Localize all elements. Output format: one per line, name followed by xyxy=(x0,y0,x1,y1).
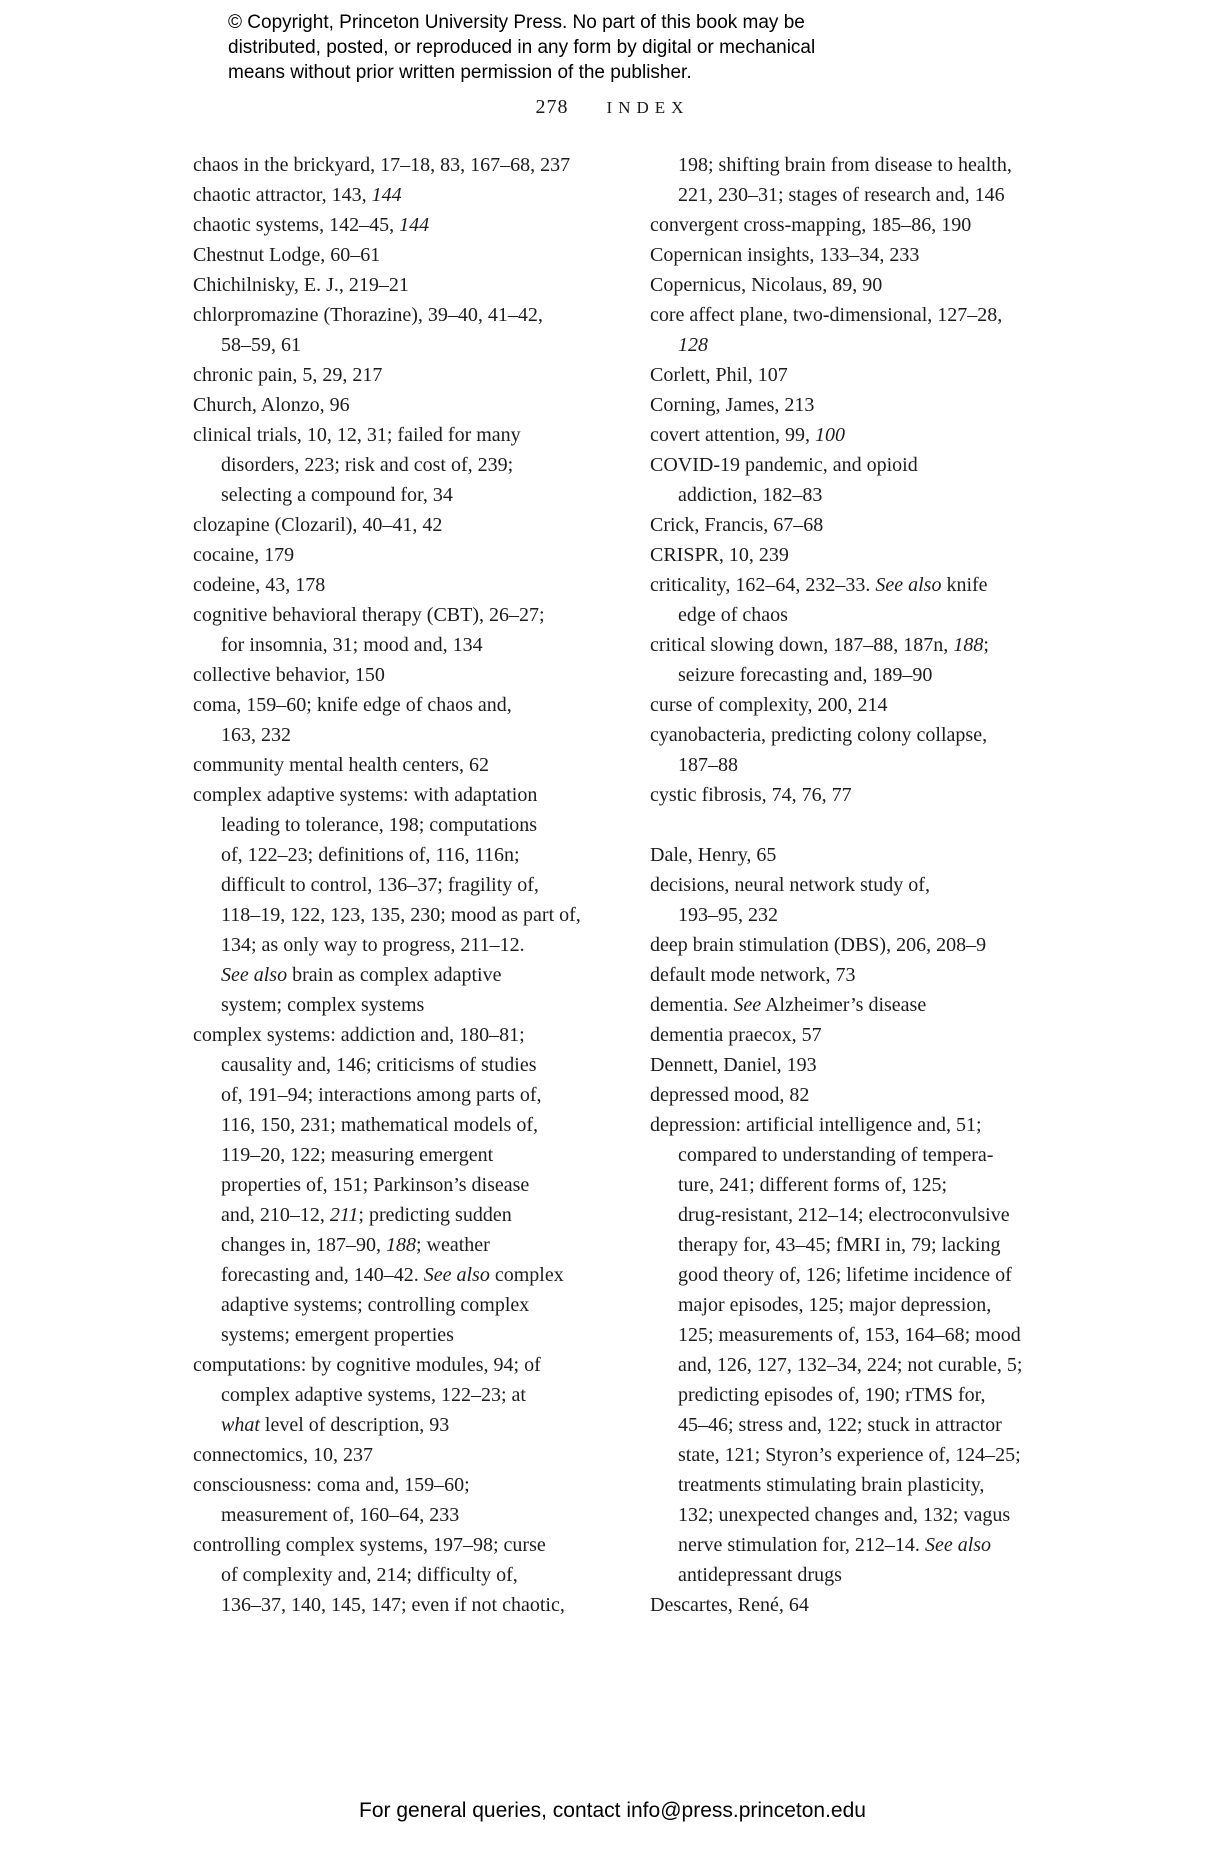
index-line xyxy=(650,630,1070,660)
index-line-italic-text: 128 xyxy=(678,334,708,356)
index-line xyxy=(193,540,608,570)
index-line-text: ; weather xyxy=(415,1234,490,1256)
index-line-italic-text: 144 xyxy=(371,184,402,206)
index-line-text: dementia praecox, 57 xyxy=(650,1024,822,1046)
index-right-column xyxy=(650,150,1070,1620)
index-line xyxy=(650,210,1070,240)
index-line xyxy=(650,1350,1070,1380)
index-line xyxy=(650,1500,1070,1530)
index-line xyxy=(650,1110,1070,1140)
index-line-text: Alzheimer’s disease xyxy=(761,994,927,1016)
index-line-text: 187–88 xyxy=(678,754,738,776)
index-line xyxy=(193,990,608,1020)
index-line xyxy=(650,390,1070,420)
index-line xyxy=(193,1470,608,1500)
index-line xyxy=(193,720,608,750)
index-line-text: codeine, 43, 178 xyxy=(193,574,326,596)
index-line-text: criticality, 162–64, 232–33. xyxy=(650,574,876,596)
index-line-text: COVID-19 pandemic, and opioid xyxy=(650,454,918,476)
index-line-text: seizure forecasting and, 189–90 xyxy=(678,664,933,686)
index-line-text: predicting episodes of, 190; rTMS for, xyxy=(678,1384,986,1406)
index-line-text: Corning, James, 213 xyxy=(650,394,815,416)
index-line xyxy=(193,960,608,990)
index-line-text: and, 126, 127, 132–34, 224; not curable, 5; xyxy=(678,1354,1023,1376)
index-line xyxy=(193,1110,608,1140)
index-line xyxy=(650,1380,1070,1410)
index-line-text: 136–37, 140, 145, 147; even if not chaotic, xyxy=(221,1594,565,1616)
index-line xyxy=(193,180,608,210)
index-line xyxy=(650,1560,1070,1590)
index-line xyxy=(193,480,608,510)
index-line xyxy=(650,690,1070,720)
index-line xyxy=(193,1080,608,1110)
index-line-text: leading to tolerance, 198; computations xyxy=(221,814,538,836)
index-line-text: measurement of, 160–64, 233 xyxy=(221,1504,460,1526)
index-line xyxy=(193,1260,608,1290)
index-line-italic-text: 188 xyxy=(953,634,984,656)
index-line-text: community mental health centers, 62 xyxy=(193,754,490,776)
index-line xyxy=(193,1590,608,1620)
index-line-text: 125; measurements of, 153, 164–68; mood xyxy=(678,1324,1021,1346)
index-line xyxy=(193,240,608,270)
index-line xyxy=(193,300,608,330)
index-line xyxy=(193,150,608,180)
index-line xyxy=(650,840,1070,870)
index-line xyxy=(650,570,1070,600)
index-line-text: ; predicting sudden xyxy=(358,1204,512,1226)
index-line-text: complex systems: addiction and, 180–81; xyxy=(193,1024,525,1046)
index-line-text: cystic fibrosis, 74, 76, 77 xyxy=(650,784,852,806)
index-line xyxy=(193,210,608,240)
index-line-text: of complexity and, 214; difficulty of, xyxy=(221,1564,518,1586)
index-line xyxy=(193,510,608,540)
index-line xyxy=(650,960,1070,990)
index-group-gap xyxy=(650,810,1070,840)
index-line xyxy=(193,1230,608,1260)
index-line-text: knife xyxy=(941,574,988,596)
index-line xyxy=(650,1290,1070,1320)
index-line xyxy=(650,660,1070,690)
index-line-text: Dale, Henry, 65 xyxy=(650,844,777,866)
index-line xyxy=(650,720,1070,750)
index-line-text: CRISPR, 10, 239 xyxy=(650,544,789,566)
footer-contact: For general queries, contact info@press.princeton.edu xyxy=(359,1799,866,1822)
index-line xyxy=(650,1170,1070,1200)
index-heading: INDEX xyxy=(606,98,690,117)
index-line-text: and, 210–12, xyxy=(221,1204,330,1226)
index-line-text: for insomnia, 31; mood and, 134 xyxy=(221,634,483,656)
index-line-text: deep brain stimulation (DBS), 206, 208–9 xyxy=(650,934,987,956)
index-line-text: good theory of, 126; lifetime incidence of xyxy=(678,1264,1012,1286)
index-line xyxy=(650,330,1070,360)
index-line-text: drug-resistant, 212–14; electroconvulsive xyxy=(678,1204,1010,1226)
index-line-text: covert attention, 99, xyxy=(650,424,815,446)
index-line-text: collective behavior, 150 xyxy=(193,664,385,686)
index-line-text: ; xyxy=(983,634,989,656)
index-line-italic-text: what xyxy=(221,1414,260,1436)
index-line xyxy=(650,600,1070,630)
index-line-text: 221, 230–31; stages of research and, 146 xyxy=(678,184,1005,206)
index-line xyxy=(650,450,1070,480)
index-line-italic-text: 211 xyxy=(329,1204,359,1226)
index-line-text: complex xyxy=(489,1264,564,1286)
index-line xyxy=(193,1530,608,1560)
index-line-text: compared to understanding of tempera- xyxy=(678,1144,994,1166)
index-line-text: curse of complexity, 200, 214 xyxy=(650,694,888,716)
index-line xyxy=(650,1140,1070,1170)
index-line-text: 163, 232 xyxy=(221,724,291,746)
index-line xyxy=(193,1050,608,1080)
index-line-text: ture, 241; different forms of, 125; xyxy=(678,1174,948,1196)
index-line-text: 119–20, 122; measuring emergent xyxy=(221,1144,494,1166)
index-line-text: core affect plane, two-dimensional, 127–28, xyxy=(650,304,1003,326)
index-line-text: addiction, 182–83 xyxy=(678,484,823,506)
index-line xyxy=(193,570,608,600)
index-line xyxy=(193,390,608,420)
index-line xyxy=(193,1380,608,1410)
index-line xyxy=(650,930,1070,960)
index-line xyxy=(650,1440,1070,1470)
index-line xyxy=(650,1080,1070,1110)
index-line-text: Crick, Francis, 67–68 xyxy=(650,514,824,536)
index-line-italic-text: 144 xyxy=(399,214,430,236)
index-line xyxy=(193,1290,608,1320)
index-line-text: clozapine (Clozaril), 40–41, 42 xyxy=(193,514,443,536)
index-line xyxy=(193,630,608,660)
index-line xyxy=(193,600,608,630)
index-line-text: brain as complex adaptive xyxy=(287,964,502,986)
index-line xyxy=(650,1590,1070,1620)
index-line-text: dementia. xyxy=(650,994,734,1016)
index-line-text: 118–19, 122, 123, 135, 230; mood as part of, xyxy=(221,904,581,926)
index-line-text: system; complex systems xyxy=(221,994,425,1016)
index-line-text: cocaine, 179 xyxy=(193,544,295,566)
index-line-text: Copernican insights, 133–34, 233 xyxy=(650,244,920,266)
index-line xyxy=(193,420,608,450)
index-line-text: consciousness: coma and, 159–60; xyxy=(193,1474,470,1496)
index-line-text: computations: by cognitive modules, 94; of xyxy=(193,1354,541,1376)
index-line-text: default mode network, 73 xyxy=(650,964,856,986)
index-line-text: depressed mood, 82 xyxy=(650,1084,810,1106)
index-line-text: chaos in the brickyard, 17–18, 83, 167–68, 237 xyxy=(193,154,571,176)
index-line-text: difficult to control, 136–37; fragility of, xyxy=(221,874,539,896)
index-line-text: Church, Alonzo, 96 xyxy=(193,394,350,416)
index-line-text: complex adaptive systems, 122–23; at xyxy=(221,1384,526,1406)
index-line xyxy=(650,270,1070,300)
index-line-text: Copernicus, Nicolaus, 89, 90 xyxy=(650,274,883,296)
index-line xyxy=(650,900,1070,930)
index-line-text: convergent cross-mapping, 185–86, 190 xyxy=(650,214,972,236)
index-line xyxy=(193,930,608,960)
index-line xyxy=(193,1320,608,1350)
index-line-italic-text: See also xyxy=(924,1534,992,1556)
index-line-text: Chichilnisky, E. J., 219–21 xyxy=(193,274,409,296)
index-line-text: adaptive systems; controlling complex xyxy=(221,1294,530,1316)
index-line xyxy=(193,270,608,300)
index-line-text: 45–46; stress and, 122; stuck in attractor xyxy=(678,1414,1002,1436)
index-line-text: major episodes, 125; major depression, xyxy=(678,1294,992,1316)
page-number: 278 xyxy=(535,96,569,118)
index-line-text: Chestnut Lodge, 60–61 xyxy=(193,244,381,266)
index-line xyxy=(193,1200,608,1230)
index-line xyxy=(650,1320,1070,1350)
copyright-line: distributed, posted, or reproduced in any form by digital or mechanical xyxy=(228,37,816,58)
index-line xyxy=(650,990,1070,1020)
index-line xyxy=(193,1170,608,1200)
index-line xyxy=(193,900,608,930)
index-line xyxy=(193,870,608,900)
index-line-text: connectomics, 10, 237 xyxy=(193,1444,373,1466)
copyright-line: means without prior written permission of the publisher. xyxy=(228,62,692,83)
index-line xyxy=(193,1020,608,1050)
index-line xyxy=(650,750,1070,780)
copyright-notice xyxy=(228,10,815,85)
index-line-text: causality and, 146; criticisms of studies xyxy=(221,1054,537,1076)
index-line-text: Corlett, Phil, 107 xyxy=(650,364,788,386)
index-line-text: chaotic systems, 142–45, xyxy=(193,214,400,236)
index-line-text: cyanobacteria, predicting colony collapse, xyxy=(650,724,988,746)
index-line xyxy=(193,1140,608,1170)
index-line-italic-text: See also xyxy=(423,1264,490,1286)
index-line xyxy=(650,780,1070,810)
index-line xyxy=(650,1200,1070,1230)
index-line xyxy=(193,1560,608,1590)
index-line xyxy=(193,660,608,690)
index-line xyxy=(193,1350,608,1380)
index-left-column xyxy=(193,150,608,1620)
index-line xyxy=(650,420,1070,450)
index-line-text: therapy for, 43–45; fMRI in, 79; lacking xyxy=(678,1234,1001,1256)
index-line xyxy=(650,180,1070,210)
index-line xyxy=(650,1410,1070,1440)
index-line xyxy=(650,870,1070,900)
index-line-italic-text: See xyxy=(733,994,762,1016)
index-line-italic-text: 100 xyxy=(814,424,845,446)
index-line xyxy=(193,780,608,810)
index-line-text: critical slowing down, 187–88, 187n, xyxy=(650,634,954,656)
index-line-text: selecting a compound for, 34 xyxy=(221,484,453,506)
index-line xyxy=(193,1410,608,1440)
page-header xyxy=(0,96,1225,119)
index-line-text: 198; shifting brain from disease to health, xyxy=(678,154,1012,176)
index-line-text: 132; unexpected changes and, 132; vagus xyxy=(678,1504,1011,1526)
index-line xyxy=(650,1530,1070,1560)
index-line-text: chlorpromazine (Thorazine), 39–40, 41–42, xyxy=(193,304,543,326)
index-line xyxy=(193,360,608,390)
index-line-text: 116, 150, 231; mathematical models of, xyxy=(221,1114,538,1136)
index-line-text: chaotic attractor, 143, xyxy=(193,184,372,206)
index-line-text: coma, 159–60; knife edge of chaos and, xyxy=(193,694,512,716)
index-line-text: of, 122–23; definitions of, 116, 116n; xyxy=(221,844,520,866)
index-line-text: disorders, 223; risk and cost of, 239; xyxy=(221,454,514,476)
index-line-text: edge of chaos xyxy=(678,604,788,626)
index-line-italic-text: See also xyxy=(221,964,288,986)
index-line-text: cognitive behavioral therapy (CBT), 26–27; xyxy=(193,604,545,626)
index-line xyxy=(650,480,1070,510)
index-line xyxy=(193,1500,608,1530)
index-line-text: clinical trials, 10, 12, 31; failed for many xyxy=(193,424,521,446)
index-line-text: Descartes, René, 64 xyxy=(650,1594,809,1616)
index-line xyxy=(650,240,1070,270)
index-line xyxy=(193,750,608,780)
index-line-text: changes in, 187–90, xyxy=(221,1234,386,1256)
index-line-text: systems; emergent properties xyxy=(221,1324,454,1346)
copyright-line: © Copyright, Princeton University Press. No part of this book may be xyxy=(228,12,805,33)
index-line-text: treatments stimulating brain plasticity, xyxy=(678,1474,985,1496)
index-line-text: level of description, 93 xyxy=(259,1414,450,1436)
index-line-text: controlling complex systems, 197–98; curse xyxy=(193,1534,546,1556)
index-line xyxy=(650,1260,1070,1290)
index-line-text: chronic pain, 5, 29, 217 xyxy=(193,364,383,386)
index-line xyxy=(650,1230,1070,1260)
index-line xyxy=(193,1440,608,1470)
index-line xyxy=(193,840,608,870)
index-line-italic-text: 188 xyxy=(385,1234,416,1256)
index-line xyxy=(650,1470,1070,1500)
index-line-text: depression: artificial intelligence and, 51; xyxy=(650,1114,982,1136)
index-line-text: Dennett, Daniel, 193 xyxy=(650,1054,817,1076)
index-line xyxy=(650,150,1070,180)
index-line-text: of, 191–94; interactions among parts of, xyxy=(221,1084,542,1106)
index-line-italic-text: See also xyxy=(875,574,942,596)
index-line xyxy=(650,540,1070,570)
index-line xyxy=(193,810,608,840)
index-line xyxy=(193,690,608,720)
index-line-text: state, 121; Styron’s experience of, 124–25; xyxy=(678,1444,1021,1466)
index-line-text: 58–59, 61 xyxy=(221,334,301,356)
index-line-text: antidepressant drugs xyxy=(678,1564,842,1586)
index-line xyxy=(650,1020,1070,1050)
index-line-text: forecasting and, 140–42. xyxy=(221,1264,424,1286)
index-line xyxy=(193,450,608,480)
index-line xyxy=(650,300,1070,330)
index-line-text: nerve stimulation for, 212–14. xyxy=(678,1534,925,1556)
index-line-text: 134; as only way to progress, 211–12. xyxy=(221,934,525,956)
index-line-text: properties of, 151; Parkinson’s disease xyxy=(221,1174,530,1196)
index-line-text: 193–95, 232 xyxy=(678,904,778,926)
index-line xyxy=(650,510,1070,540)
index-line-text: complex adaptive systems: with adaptation xyxy=(193,784,538,806)
index-line-text: decisions, neural network study of, xyxy=(650,874,930,896)
index-line xyxy=(193,330,608,360)
index-line xyxy=(650,1050,1070,1080)
index-line xyxy=(650,360,1070,390)
